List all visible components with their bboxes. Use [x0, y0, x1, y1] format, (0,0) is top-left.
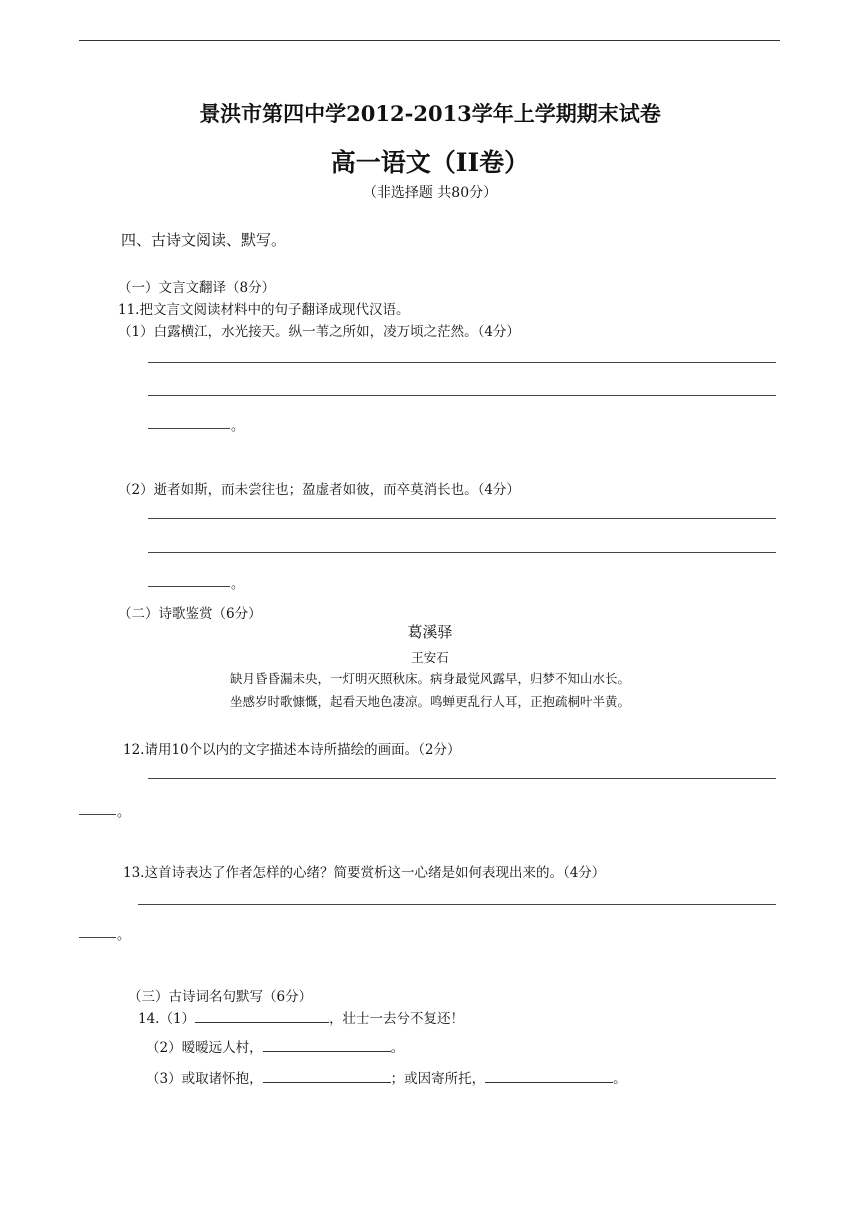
answer-line[interactable]: [148, 778, 776, 779]
answer-end-mark: 。: [231, 419, 245, 434]
question-14-3-mid: ；或因寄所托，: [390, 1071, 486, 1087]
poem-author: 王安石: [411, 650, 449, 665]
poem-line-2: 坐感岁时歌慷慨，起看天地色凄凉。鸣蝉更乱行人耳，正抱疏桐叶半黄。: [229, 694, 630, 709]
answer-line[interactable]: [148, 395, 776, 396]
question-14-2: [146, 1036, 404, 1056]
section-four-heading: 四、古诗文阅读、默写。: [121, 231, 287, 249]
question-14-2-prefix: （2）暧暧远人村，: [146, 1040, 263, 1056]
fill-blank-14-1[interactable]: [195, 1008, 329, 1023]
exam-title: 景洪市第四中学2012-2013学年上学期期末试卷: [199, 101, 661, 126]
question-14-1: [138, 1007, 464, 1027]
question-11-1: （1）白露横江，水光接天。纵一苇之所如，凌万顷之茫然。（4分）: [118, 324, 520, 340]
exam-subtitle: 高一语文（II卷）: [330, 148, 530, 177]
answer-line[interactable]: [148, 518, 776, 519]
question-14-1-text: ，壮士一去兮不复还！: [329, 1011, 465, 1027]
answer-line-short[interactable]: [148, 586, 230, 587]
poem-title: 葛溪驿: [407, 623, 453, 641]
fill-blank-14-2[interactable]: [263, 1037, 391, 1052]
answer-line[interactable]: [148, 362, 776, 363]
part-two-heading: （二）诗歌鉴赏（6分）: [118, 606, 262, 622]
part-one-heading: （一）文言文翻译（8分）: [118, 280, 276, 296]
question-11-instruction: 11.把文言文阅读材料中的句子翻译成现代汉语。: [118, 302, 410, 318]
question-14-3: [146, 1067, 627, 1087]
question-14-3-text: 。: [613, 1071, 627, 1087]
fill-blank-14-3a[interactable]: [263, 1068, 391, 1083]
question-14-1-prefix: 14.（1）: [138, 1011, 196, 1027]
answer-end-mark: 。: [231, 577, 245, 592]
question-13: 13.这首诗表达了作者怎样的心绪？简要赏析这一心绪是如何表现出来的。（4分）: [123, 865, 606, 881]
answer-line-short[interactable]: [79, 937, 116, 938]
answer-line[interactable]: [148, 552, 776, 553]
fill-blank-14-3b[interactable]: [485, 1068, 613, 1083]
answer-end-mark: 。: [117, 805, 131, 820]
answer-line-short[interactable]: [148, 428, 230, 429]
answer-line-short[interactable]: [79, 814, 116, 815]
question-14-3-prefix: （3）或取诸怀抱，: [146, 1071, 263, 1087]
poem-line-1: 缺月昏昏漏未央，一灯明灭照秋床。病身最觉风露早，归梦不知山水长。: [229, 671, 630, 686]
question-14-2-text: 。: [390, 1040, 405, 1056]
question-12: 12.请用10个以内的文字描述本诗所描绘的画面。（2分）: [123, 742, 461, 758]
answer-line[interactable]: [138, 904, 776, 905]
score-note: （非选择题 共80分）: [362, 185, 498, 201]
answer-end-mark: 。: [117, 928, 131, 943]
question-11-2: （2）逝者如斯，而未尝往也；盈虚者如彼，而卒莫消长也。（4分）: [118, 482, 520, 498]
part-three-heading: （三）古诗词名句默写（6分）: [128, 989, 313, 1005]
header-rule: [79, 40, 780, 41]
